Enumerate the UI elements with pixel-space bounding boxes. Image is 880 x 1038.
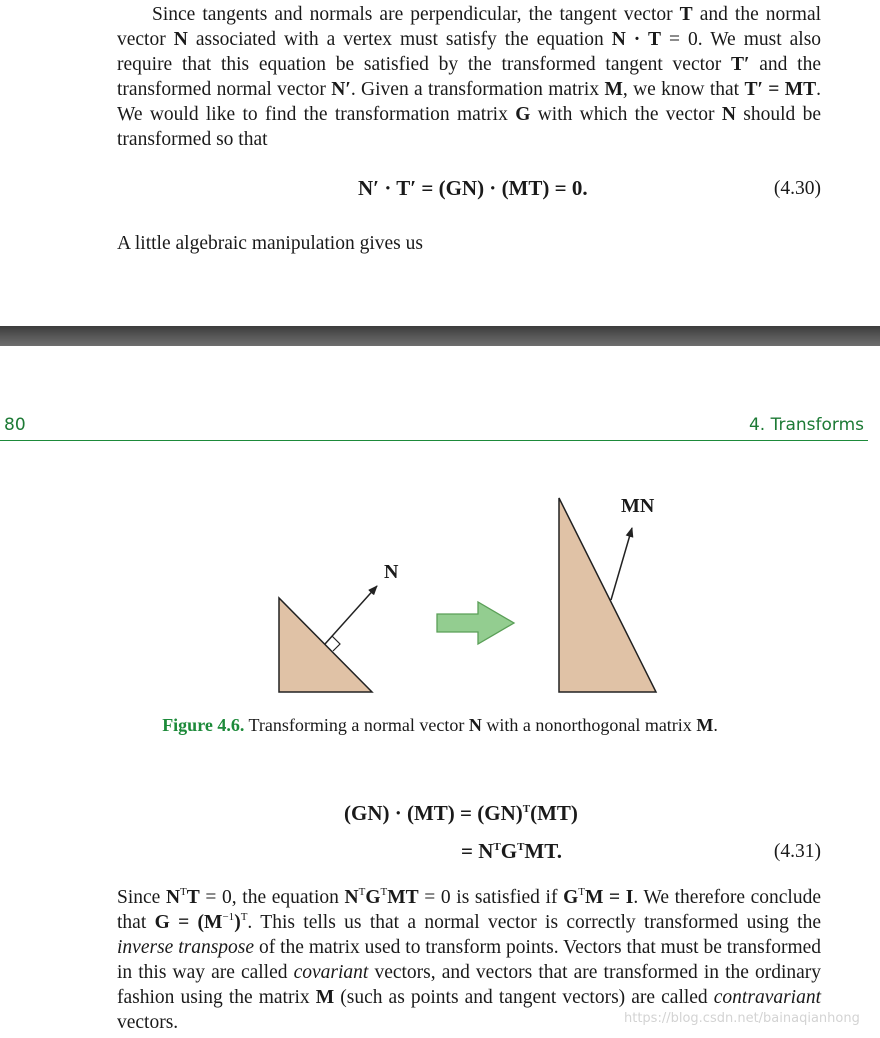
page-divider xyxy=(0,326,880,346)
paragraph-inverse-transpose: Since $N^TT = 0$, the equation $N^TG^TMT = 0$ is satisfied if $G^TM = I$. We therefore conclude that $G = (M^{-1})^T$. This tells us that a normal vector is correctly transformed using the inverse transpose of the matrix used to transform points. Vectors that must be transformed in this way are called covariant vectors, and vectors that are transformed in the ordinary fashion using the matrix M (such as points and tangent vectors) are called contravariant vectors. xyxy=(117,886,822,1033)
transformed-normal-arrow xyxy=(611,528,632,600)
right-angle-marker xyxy=(332,636,340,651)
page-number: 80 xyxy=(4,415,26,435)
equation-4-30: N′ · T′ = (GN) · (MT) = 0. xyxy=(358,176,588,200)
normal-vector-arrow xyxy=(325,586,377,644)
label-n: N xyxy=(384,561,399,583)
original-triangle xyxy=(279,598,372,692)
equation-4-31-line1: (GN) · (MT) = (GN)$^T$(MT) xyxy=(344,801,578,825)
equation-4-31-line2: = $N^TG^TMT$. xyxy=(461,839,562,863)
transformed-triangle xyxy=(559,498,656,692)
running-header xyxy=(0,410,868,441)
equation-number-4-31: (4.31) xyxy=(773,841,821,862)
paragraph-algebra: A little algebraic manipulation gives us xyxy=(117,233,423,254)
transform-arrow xyxy=(437,602,514,644)
figure-caption: Figure 4.6. Transforming a normal vector N with a nonorthogonal matrix M. xyxy=(162,715,718,735)
watermark: https://blog.csdn.net/bainaqianhong xyxy=(624,1011,860,1026)
chapter-title: 4. Transforms xyxy=(748,415,864,435)
paragraph-tangents: Since tangents and normals are perpendicular, the tangent vector T and the normal vector N associated with a vertex must satisfy the equation N · T = 0. We must also require that this equation be satisfied by the transformed tangent vector T′ and the transformed normal vector N′. Given a transformation matrix M, we know that T′ = MT. We would like to find the transformation matrix G with which the vector N should be transformed so that xyxy=(117,4,822,150)
equation-number-4-30: (4.30) xyxy=(773,178,821,199)
label-mn: MN xyxy=(621,495,655,517)
figure-4-6 xyxy=(0,480,880,710)
